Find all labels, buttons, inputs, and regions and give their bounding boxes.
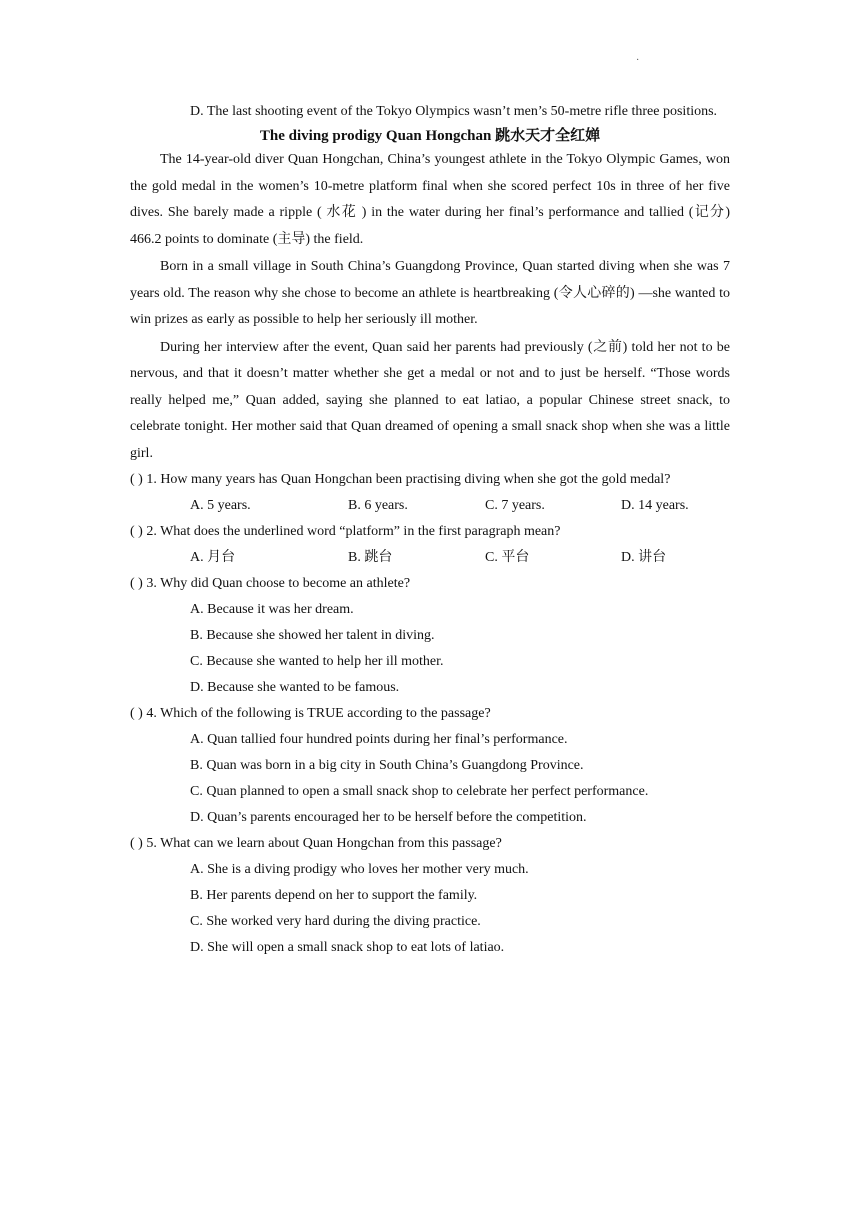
option-a[interactable]: A. She is a diving prodigy who loves her mother very much. [190,862,529,877]
option-b[interactable]: B. Her parents depend on her to support the family. [190,888,478,903]
option-a[interactable]: A. 5 years. [190,498,251,513]
passage-paragraph-2: Born in a small village in South China’s Guangdong Province, Quan started diving when she was 7 years old. The reason why she chose to become an athlete is heartbreaking (令人心碎的) —she wanted to win prizes as early as possible to help her seriously ill mother. [130,259,730,327]
option-d[interactable]: D. She will open a small snack shop to eat lots of latiao. [190,940,505,955]
option-b[interactable]: B. Because she showed her talent in diving. [190,628,435,643]
question-stem: ( ) 4. Which of the following is TRUE according to the passage? [130,706,491,721]
option-c[interactable]: C. 平台 [485,550,530,565]
question-1 [130,467,730,519]
option-b[interactable]: B. Quan was born in a big city in South China’s Guangdong Province. [190,758,584,773]
option-a[interactable]: A. 月台 [190,550,236,565]
option-d[interactable]: D. 14 years. [621,498,689,513]
question-3 [130,571,730,701]
options-list [130,597,730,701]
options-row [130,493,730,519]
question-2 [130,519,730,571]
option-d[interactable]: D. Quan’s parents encouraged her to be herself before the competition. [190,810,587,825]
option-a[interactable]: A. Quan tallied four hundred points during her final’s performance. [190,732,568,747]
options-row [130,545,730,571]
previous-question-option-d: D. The last shooting event of the Tokyo Olympics wasn’t men’s 50-metre rifle three positions. [190,104,718,119]
option-c[interactable]: C. She worked very hard during the diving practice. [190,914,481,929]
passage-paragraph-3: During her interview after the event, Quan said her parents had previously (之前) told her not to be nervous, and that it doesn’t matter whether she get a medal or not and to just be herself. “Those words really helped me,” Quan added, saying she planned to eat latiao, a popular Chinese street snack, to celebrate tonight. Her mother said that Quan dreamed of opening a small snack shop when she was a little girl. [130,339,730,461]
option-c[interactable]: C. Quan planned to open a small snack shop to celebrate her perfect performance. [190,784,649,799]
option-a[interactable]: A. Because it was her dream. [190,602,354,617]
question-5 [130,831,730,961]
option-b[interactable]: B. 跳台 [348,550,393,565]
passage-paragraph-1: The 14-year-old diver Quan Hongchan, China’s youngest athlete in the Tokyo Olympic Games, won the gold medal in the women’s 10-metre platform final when she scored perfect 10s in three of her five dives. She barely made a ripple ( 水花 ) in the water during her final’s performance and tallied (记分) 466.2 points to dominate (主导) the field. [130,152,730,247]
worksheet-page [130,101,730,961]
option-b[interactable]: B. 6 years. [348,498,408,513]
options-list [130,857,730,961]
question-stem: ( ) 3. Why did Quan choose to become an athlete? [130,576,411,591]
question-stem: ( ) 2. What does the underlined word “platform” in the first paragraph mean? [130,524,561,539]
option-d[interactable]: D. Because she wanted to be famous. [190,680,400,695]
question-stem: ( ) 5. What can we learn about Quan Hongchan from this passage? [130,836,502,851]
question-stem: ( ) 1. How many years has Quan Hongchan been practising diving when she got the gold medal? [130,472,671,487]
option-c[interactable]: C. Because she wanted to help her ill mother. [190,654,444,669]
options-list [130,727,730,831]
option-c[interactable]: C. 7 years. [485,498,545,513]
question-4 [130,701,730,831]
option-d[interactable]: D. 讲台 [621,550,667,565]
passage-title: The diving prodigy Quan Hongchan 跳水天才全红婵 [259,128,601,144]
header-mark: · [636,55,640,66]
